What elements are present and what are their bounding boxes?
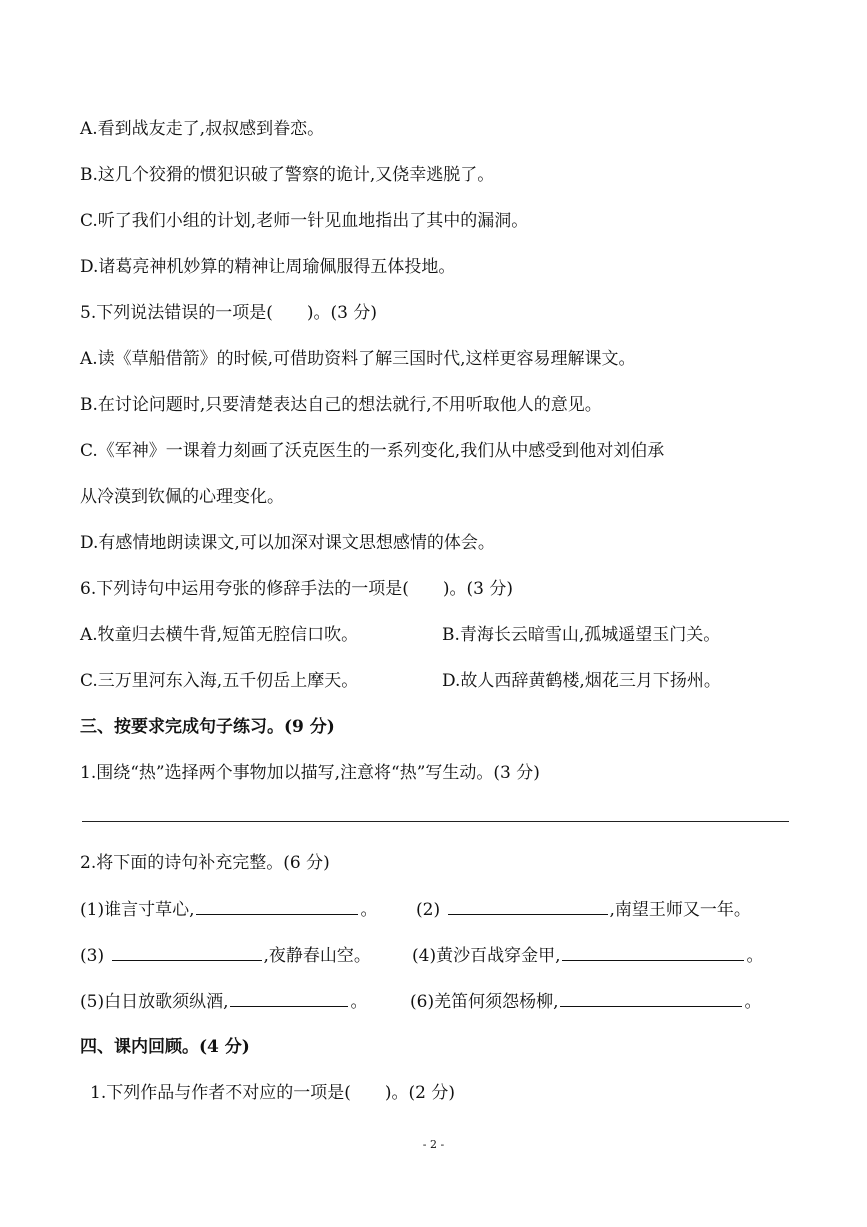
section-3-heading: 三、按要求完成句子练习。(9 分) — [80, 717, 335, 737]
q5-option-b: B.在讨论问题时,只要清楚表达自己的想法就行,不用听取他人的意见。 — [80, 395, 602, 415]
poem-1-blank[interactable] — [196, 898, 358, 915]
q6-option-b: B.青海长云暗雪山,孤城遥望玉门关。 — [442, 625, 721, 645]
poem-6 — [410, 990, 761, 1013]
poem-4-blank[interactable] — [562, 944, 744, 961]
poem-row-1 — [80, 898, 800, 921]
poem-2-blank[interactable] — [448, 898, 608, 915]
poem-2 — [416, 898, 751, 921]
q6-stem: 6.下列诗句中运用夸张的修辞手法的一项是( )。(3 分) — [80, 579, 513, 599]
s4-q1-stem: 1.下列作品与作者不对应的一项是( )。(2 分) — [90, 1083, 455, 1103]
poem-6-blank[interactable] — [560, 990, 742, 1007]
poem-2-text: (2) — [416, 900, 441, 920]
q6-option-d: D.故人西辞黄鹤楼,烟花三月下扬州。 — [442, 671, 721, 691]
poem-1 — [80, 900, 377, 920]
s3-q1-stem: 1.围绕“热”选择两个事物加以描写,注意将“热”写生动。(3 分) — [80, 763, 540, 783]
s3-q2-stem: 2.将下面的诗句补充完整。(6 分) — [80, 853, 330, 873]
poem-6-end: 。 — [744, 992, 762, 1012]
poem-3-end: ,夜静春山空。 — [263, 946, 371, 966]
q6-row-1 — [80, 624, 800, 646]
q6-option-c: C.三万里河东入海,五千仞岳上摩天。 — [80, 671, 359, 691]
q4-option-d: D.诸葛亮神机妙算的精神让周瑜佩服得五体投地。 — [80, 257, 456, 277]
poem-4-end: 。 — [746, 946, 764, 966]
q4-option-b: B.这几个狡猾的惯犯识破了警察的诡计,又侥幸逃脱了。 — [80, 165, 495, 185]
answer-line[interactable] — [82, 821, 789, 822]
poem-5-end: 。 — [350, 992, 368, 1012]
poem-3-text: (3) — [80, 946, 105, 966]
q5-stem: 5.下列说法错误的一项是( )。(3 分) — [80, 303, 377, 323]
q4-option-c: C.听了我们小组的计划,老师一针见血地指出了其中的漏洞。 — [80, 211, 529, 231]
poem-1-text: (1)谁言寸草心, — [80, 900, 195, 920]
q5-option-c-line1: C.《军神》一课着力刻画了沃克医生的一系列变化,我们从中感受到他对刘伯承 — [80, 441, 665, 461]
q5-option-a: A.读《草船借箭》的时候,可借助资料了解三国时代,这样更容易理解课文。 — [80, 349, 636, 369]
poem-6-text: (6)羌笛何须怨杨柳, — [410, 992, 559, 1012]
poem-5-text: (5)白日放歌须纵酒, — [80, 992, 229, 1012]
poem-1-end: 。 — [360, 900, 378, 920]
q6-row-2 — [80, 670, 800, 692]
poem-4 — [412, 944, 763, 967]
section-4-heading: 四、课内回顾。(4 分) — [80, 1037, 250, 1057]
page-number: - 2 - — [422, 1138, 445, 1151]
poem-row-2 — [80, 944, 800, 967]
poem-3 — [80, 946, 371, 966]
q6-option-a: A.牧童归去横牛背,短笛无腔信口吹。 — [80, 625, 359, 645]
poem-4-text: (4)黄沙百战穿金甲, — [412, 946, 561, 966]
poem-row-3 — [80, 990, 800, 1013]
poem-5-blank[interactable] — [230, 990, 348, 1007]
q4-option-a: A.看到战友走了,叔叔感到眷恋。 — [80, 119, 325, 139]
poem-3-blank[interactable] — [112, 944, 262, 961]
q5-option-d: D.有感情地朗读课文,可以加深对课文思想感情的体会。 — [80, 533, 495, 553]
q5-option-c-line2: 从冷漠到钦佩的心理变化。 — [80, 487, 284, 507]
poem-2-end: ,南望王师又一年。 — [609, 900, 751, 920]
poem-5 — [80, 992, 367, 1012]
